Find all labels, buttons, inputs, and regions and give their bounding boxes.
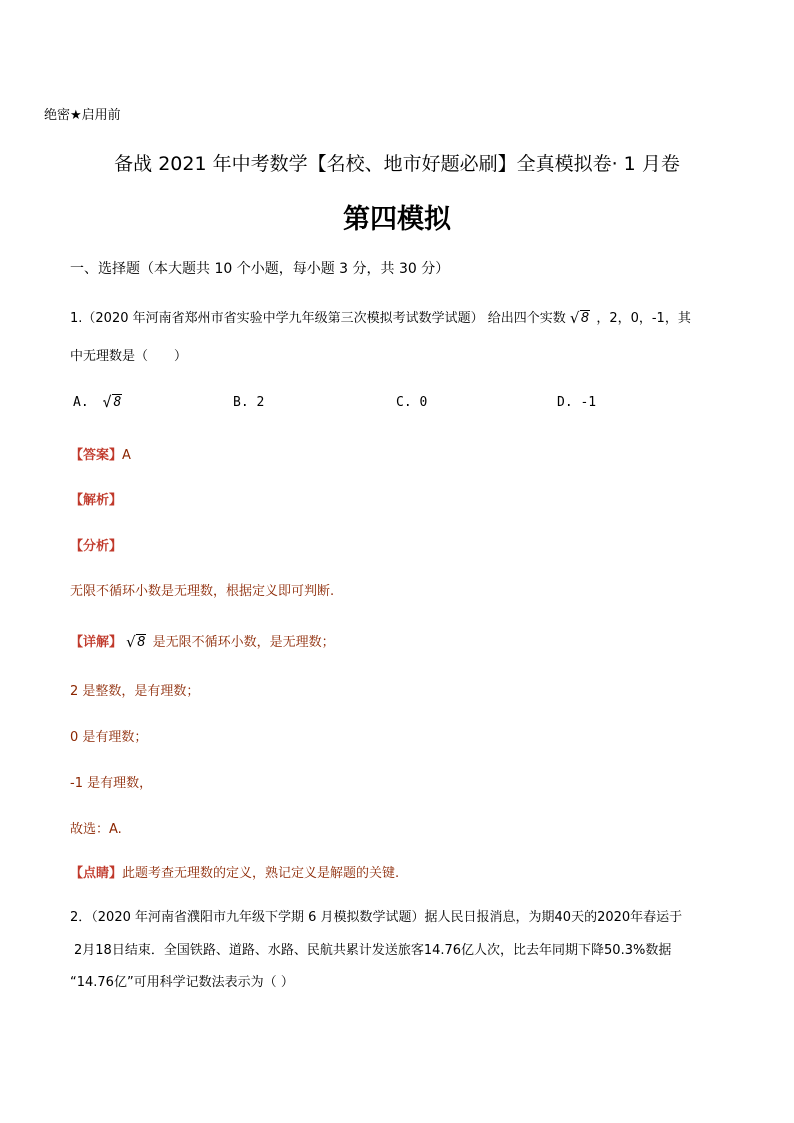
detail-line xyxy=(70,631,335,650)
option-c: C. 0 xyxy=(396,395,428,410)
exam-subtitle: 第四模拟 xyxy=(343,204,451,235)
option-a-sqrt: √ 8 xyxy=(102,393,122,411)
question-1-suffix: ，2，0，-1，其 xyxy=(596,311,691,326)
option-d: D. -1 xyxy=(557,395,597,410)
option-a-label: A. xyxy=(73,395,89,410)
analysis-tag: 【解析】 xyxy=(70,493,123,508)
option-b: B. 2 xyxy=(233,395,265,410)
detail-tag: 【详解】 xyxy=(70,635,123,650)
fenxi-tag: 【分析】 xyxy=(70,539,123,554)
detail-line-0: 0 是有理数； xyxy=(70,730,148,745)
detail-sqrt: √ 8 xyxy=(126,633,146,651)
exam-title: 备战 2021 年中考数学【名校、地市好题必刷】全真模拟卷· 1 月卷 xyxy=(114,153,680,175)
section-heading: 一、选择题（本大题共 10 个小题，每小题 3 分，共 30 分） xyxy=(70,261,450,277)
detail-line-2: 2 是整数，是有理数； xyxy=(70,684,200,699)
question-1-prefix: 1.（2020 年河南省郑州市省实验中学九年级第三次模拟考试数学试题） 给出四个实数 xyxy=(70,311,566,326)
option-a xyxy=(73,395,124,410)
answer-tag: 【答案】 xyxy=(70,448,123,463)
question-2-line-1: 2．（2020 年河南省濮阳市九年级下学期 6 月模拟数学试题）据人民日报消息，为期40天的2020年春运于 xyxy=(70,910,683,925)
comment-text: 此题考查无理数的定义，熟记定义是解题的关键. xyxy=(122,866,400,881)
question-2-line-2: 2月18日结束．全国铁路、道路、水路、民航共累计发送旅客14.76亿人次，比去年同期下降50.3%数据 xyxy=(74,943,672,958)
answer-value: A xyxy=(122,448,131,463)
comment-line xyxy=(70,862,399,881)
detail-text: 是无限不循环小数，是无理数； xyxy=(152,635,335,650)
sqrt-expression: √ 8 xyxy=(569,309,590,327)
answer-line xyxy=(70,444,131,463)
comment-tag: 【点睛】 xyxy=(70,866,123,881)
question-1-line-2: 中无理数是（ ） xyxy=(70,349,188,364)
secret-label: 绝密★启用前 xyxy=(44,108,121,123)
question-2-line-3: “14.76亿”可用科学记数法表示为（ ） xyxy=(70,975,294,990)
choice-line: 故选：A. xyxy=(70,822,122,837)
question-1-line-1 xyxy=(70,307,691,326)
detail-line-neg1: -1 是有理数， xyxy=(70,776,153,791)
fenxi-text: 无限不循环小数是无理数，根据定义即可判断. xyxy=(70,584,335,599)
